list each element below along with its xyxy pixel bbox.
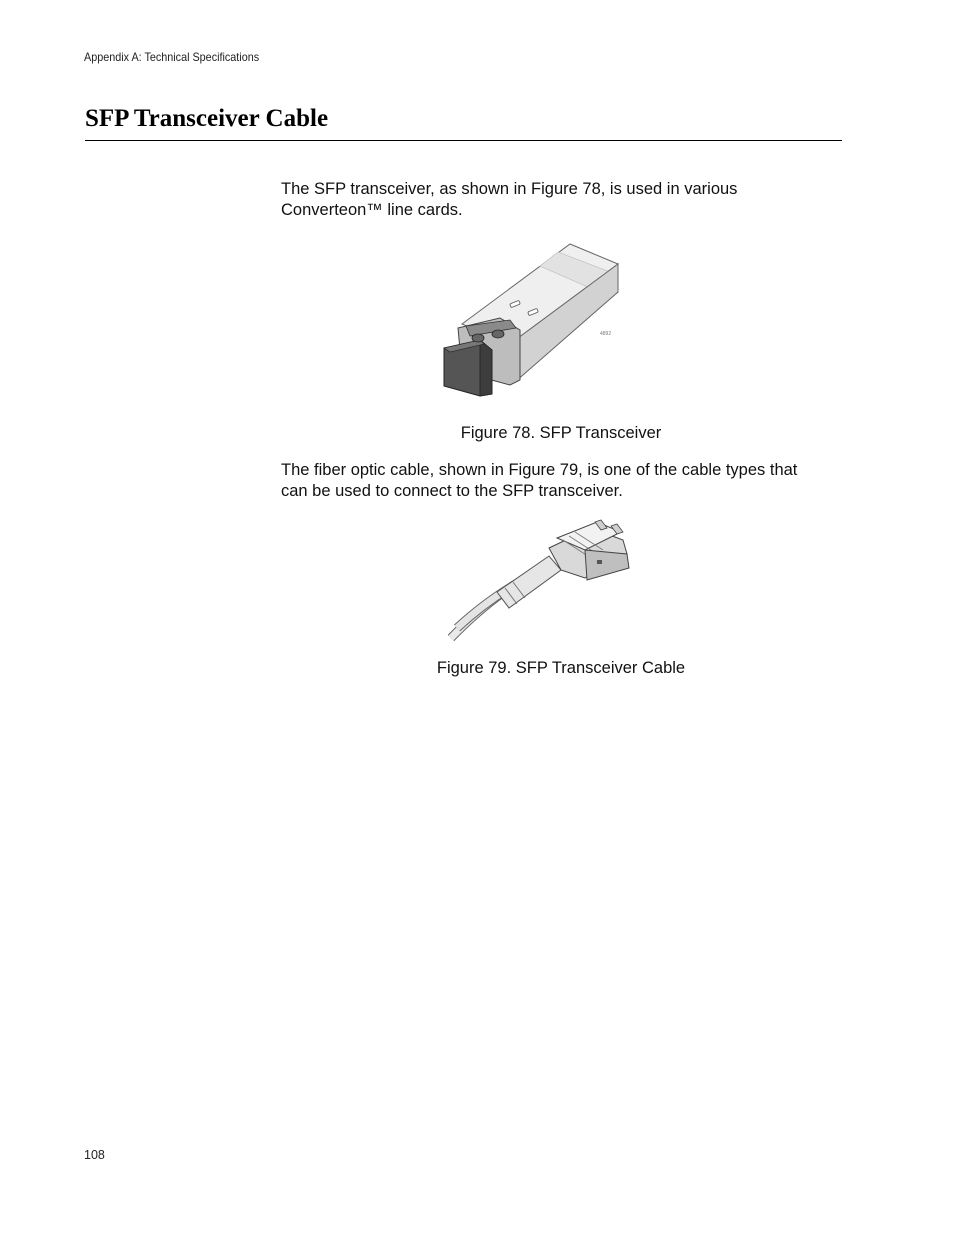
sfp-transceiver-icon: [440, 240, 625, 400]
intro-paragraph: [281, 179, 841, 221]
figure-78-image: [440, 240, 625, 400]
cable-line-2: can be used to connect to the SFP transceiver.: [281, 482, 623, 500]
cable-line-1: The fiber optic cable, shown in Figure 79, is one of the cable types that: [281, 461, 798, 479]
fiber-optic-cable-icon: [445, 518, 640, 643]
cable-paragraph: [281, 460, 841, 502]
art-id-label: 4892: [600, 331, 612, 337]
figure-79-image: [445, 518, 640, 643]
figure-79-caption: Figure 79. SFP Transceiver Cable: [436, 659, 686, 677]
figure-78-caption: Figure 78. SFP Transceiver: [460, 424, 662, 442]
section-title: SFP Transceiver Cable: [85, 105, 329, 132]
intro-line-1: The SFP transceiver, as shown in Figure 78, is used in various: [281, 180, 738, 198]
running-header: Appendix A: Technical Specifications: [84, 50, 260, 64]
intro-line-2: Converteon™ line cards.: [281, 201, 463, 219]
page-number: 108: [84, 1148, 105, 1162]
title-rule: [85, 140, 842, 141]
